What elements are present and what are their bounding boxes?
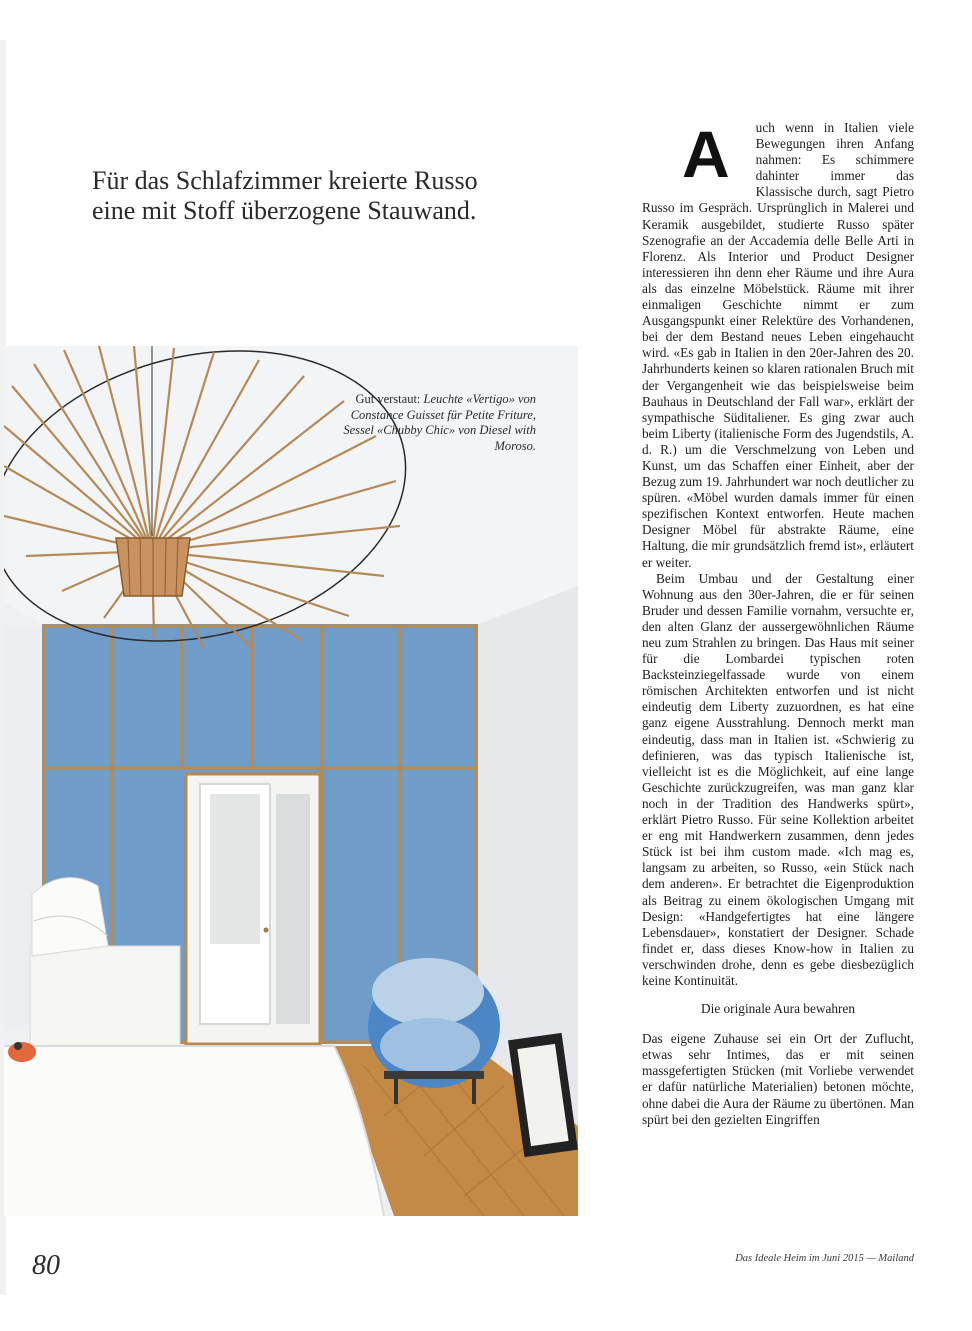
bedroom-illustration	[4, 346, 578, 1216]
bed	[4, 1046, 384, 1216]
caption-lead: Gut verstaut:	[355, 392, 424, 406]
section-subhead: Die originale Aura bewahren	[701, 1001, 855, 1017]
page-number: 80	[32, 1250, 60, 1281]
caption-body: Leuchte «Vertigo» von Constance Guisset für Petite Friture, Sessel «Chubby Chic» von Diesel with Moroso.	[343, 392, 536, 453]
article-body	[642, 117, 914, 1128]
drop-cap: A	[682, 117, 730, 191]
bedroom-photo	[4, 346, 578, 1216]
headline-line-1: Für das Schlafzimmer kreierte Russo	[92, 166, 478, 195]
paragraph-3: Das eigene Zuhause sei ein Ort der Zuflucht, etwas sehr Intimes, das er mit seinen massgefertigten Stücken (mit Vorliebe verwendet er dafür natürliche Materialien) betonen möchte, ohne dabei die Aura der Räume zu übertönen. Man spürt bei den gezielten Eingriffen	[642, 1031, 914, 1127]
running-footer: Das Ideale Heim im Juni 2015 — Mailand	[735, 1253, 914, 1264]
headline	[92, 166, 562, 226]
headline-line-2: eine mit Stoff überzogene Stauwand.	[92, 196, 477, 225]
photo-caption	[318, 392, 536, 454]
paragraph-1: uch wenn in Italien viele Bewegungen ihren Anfang nahmen: Es schimmere dahinter immer das Klassische durch, sagt Pietro Russo im Gespräch. Ursprünglich in Malerei und Keramik ausgebildet, studierte Russo später Szenografie an der Accademia delle Belle Arti in Florenz. Als Interior und Product Designer interessieren ihn denn eher Räume und ihre Aura als das einzelne Möbelstück. Räume mit ihrer einmaligen Geschichte nimmt er zum Ausgangspunkt einer Relektüre des Vorhandenen, bei der dem Bestand neues Leben eingehaucht wird. «Es gab in Italien in den 20er-Jahren des 20. Jahrhunderts keinen so klaren rationalen Bruch mit der Vergangenheit wie das beispielsweise beim Bauhaus in Deutschland der Fall war», erklärt der sympathische Süditaliener. Es ging zwar auch beim Liberty (italienische Form des Jugendstils, A. d. R.) um die Verschmelzung von Leben und Kunst, um das Schaffen einer Einheit, aber der Bezug zum 19. Jahrhundert war noch deutlicher zu spüren. «Möbel wurden damals immer für einen spezifischen Kontext entworfen. Heute machen Designer Möbel für abstrakte Räume, eine Haltung, die mir grundsätzlich fremd ist», erläutert er weiter.	[642, 120, 914, 570]
paragraph-2: Beim Umbau und der Gestaltung einer Wohnung aus den 30er-Jahren, die er für seinen Bruder und dessen Familie vornahm, versuchte er, den alten Glanz der aussergewöhnlichen Räume neu zum Strahlen zu bringen. Das Haus mit seiner für die Lombardei typischen roten Backsteinziegelfassade wurde von einem römischen Architekten entworfen und ist nicht eindeutig dem Liberty zuzuordnen, es hat eine ganz eigene Ausstrahlung. Dennoch merkt man eindeutig, dass man in Italien ist. «Schwierig zu definieren, was das typisch Italienische ist, vielleicht ist es die Möglichkeit, auf eine lange Geschichte zurückzugreifen, was man ganz klar noch in der Tradition des Handwerks spürt», erklärt Pietro Russo. Für seine Kollektion arbeitet er eng mit Handwerkern zusammen, denn jedes Stück ist bei ihm custom made. «Ich mag es, langsam zu arbeiten, so Russo, «ein Stück nach dem anderen». Er betrachtet die Eigenproduktion als Beitrag zu einem ökologischen Umgang mit Design: «Handgefertigtes hat eine längere Lebensdauer», konstatiert der Designer. Schade findet er, dass dieses Know-how in Italien zu verschwinden drohe, denn es gebe diesbezüglich keine Kontinuität.	[642, 570, 914, 988]
